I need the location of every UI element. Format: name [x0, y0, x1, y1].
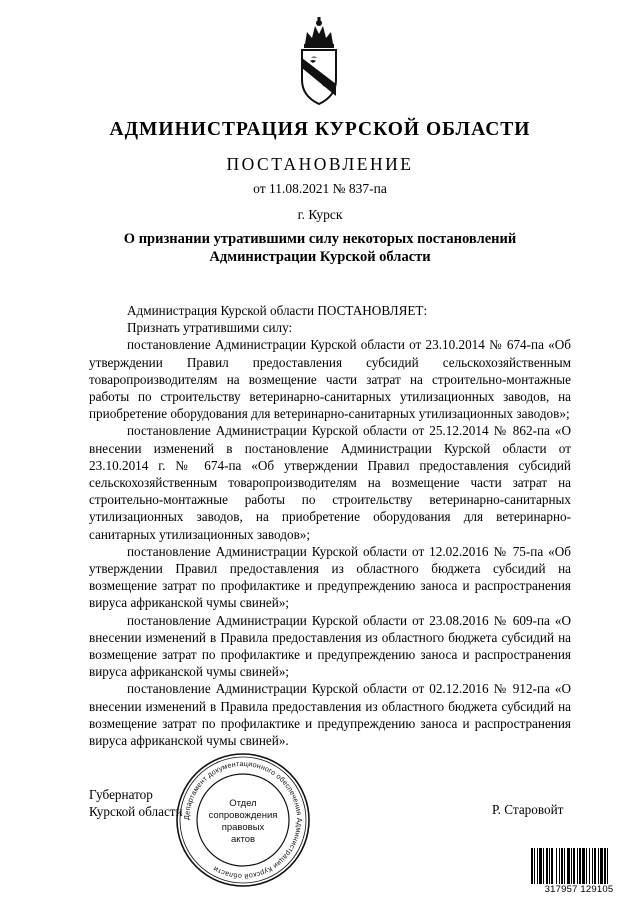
- barcode-bar: [564, 848, 565, 884]
- barcode-bar: [571, 848, 572, 884]
- barcode: [531, 848, 627, 884]
- body-paragraph: постановление Администрации Курской области от 23.08.2016 № 609-па «О внесении изменений в Правила предоставления из областного бюджета субсидий на возмещение затрат по профилактике и предупреждению заноса и распространения вируса африканской чумы свиней»;: [89, 612, 571, 680]
- body-paragraph: постановление Администрации Курской области от 23.10.2014 № 674-па «Об утверждении Правил предоставления субсидий сельскохозяйственным товаропроизводителям на возмещение части затрат на строительно-монтажные работы по строительству ветеринарно-санитарных утилизационных заводов, на приобретение оборудования для ветеринарно-санитарных утилизационных заводов»;: [89, 337, 571, 422]
- signatory-title-line-1: Губернатор: [89, 787, 153, 802]
- barcode-bar: [589, 848, 590, 884]
- agency-name: АДМИНИСТРАЦИЯ КУРСКОЙ ОБЛАСТИ: [109, 119, 531, 140]
- barcode-bar: [531, 848, 533, 884]
- barcode-bar: [594, 848, 596, 884]
- barcode-bar: [573, 848, 575, 884]
- subject-line-1: О признании утратившими силу некоторых постановлений: [123, 231, 517, 247]
- body-paragraph: постановление Администрации Курской области от 12.02.2016 № 75-па «Об утверждении Правил предоставления из областного бюджета субсидий на возмещение затрат по профилактике и предупреждению заноса и распространения вируса африканской чумы свиней»;: [89, 543, 571, 611]
- barcode-bar: [551, 848, 553, 884]
- coat-of-arms-emblem: [297, 14, 341, 108]
- subject-line-2: Администрации Курской области: [209, 249, 431, 265]
- barcode-bar: [577, 848, 578, 884]
- document-subject: [110, 230, 530, 266]
- signatory-title-line-2: Курской области: [89, 804, 183, 819]
- barcode-bar: [539, 848, 542, 884]
- document-date-number: от 11.08.2021 № 837-па: [253, 181, 387, 196]
- stamp-line-1: Отдел: [229, 798, 257, 809]
- round-stamp: [173, 750, 313, 890]
- barcode-bar: [559, 848, 560, 884]
- stamp-ring-text: Департамент документационного обеспечения Администрации Курской области: [181, 758, 305, 882]
- barcode-bar: [567, 848, 570, 884]
- document-city: г. Курск: [297, 207, 343, 222]
- barcode-bar: [586, 848, 587, 884]
- stamp-line-4: актов: [230, 834, 256, 845]
- document-type: ПОСТАНОВЛЕНИЕ: [226, 154, 414, 174]
- signatory-name: Р. Старовойт: [492, 802, 564, 817]
- barcode-bar: [604, 848, 606, 884]
- barcode-number: 317957 129105: [544, 884, 614, 895]
- body-paragraph: Администрация Курской области ПОСТАНОВЛЯЕТ:: [127, 303, 428, 318]
- barcode-bar: [600, 848, 603, 884]
- body-paragraph: Признать утратившими силу:: [127, 320, 293, 336]
- body-paragraph: постановление Администрации Курской области от 25.12.2014 № 862-па «О внесении изменений в постановление Администрации Курской области от 23.10.2014 г. № 674-па «Об утверждении Правил предоставления субсидий сельскохозяйственным товаропроизводителям на возмещение части затрат на строительно-монтажные работы по строительству ветеринарно-санитарных утилизационных заводов, на приобретение оборудования для ветеринарно-санитарных утилизационных заводов»;: [89, 423, 571, 542]
- barcode-bar: [556, 848, 557, 884]
- barcode-bar: [579, 848, 581, 884]
- barcode-bar: [582, 848, 585, 884]
- barcode-bar: [592, 848, 593, 884]
- barcode-bar: [537, 848, 538, 884]
- stamp-line-3: правовых: [221, 822, 265, 833]
- stamp-line-2: сопровождения: [208, 810, 278, 821]
- signatory-title: [89, 786, 183, 820]
- barcode-bar: [534, 848, 535, 884]
- barcode-bar: [549, 848, 550, 884]
- barcode-bar: [543, 848, 544, 884]
- barcode-bar: [598, 848, 599, 884]
- barcode-bar: [561, 848, 563, 884]
- body-paragraph: постановление Администрации Курской области от 02.12.2016 № 912-па «О внесении изменений в Правила предоставления из областного бюджета субсидий на возмещение затрат по профилактике и предупреждению заноса и распространения вируса африканской чумы свиней».: [89, 681, 571, 749]
- barcode-bar: [546, 848, 548, 884]
- barcode-bar: [607, 848, 608, 884]
- document-body: [89, 302, 571, 749]
